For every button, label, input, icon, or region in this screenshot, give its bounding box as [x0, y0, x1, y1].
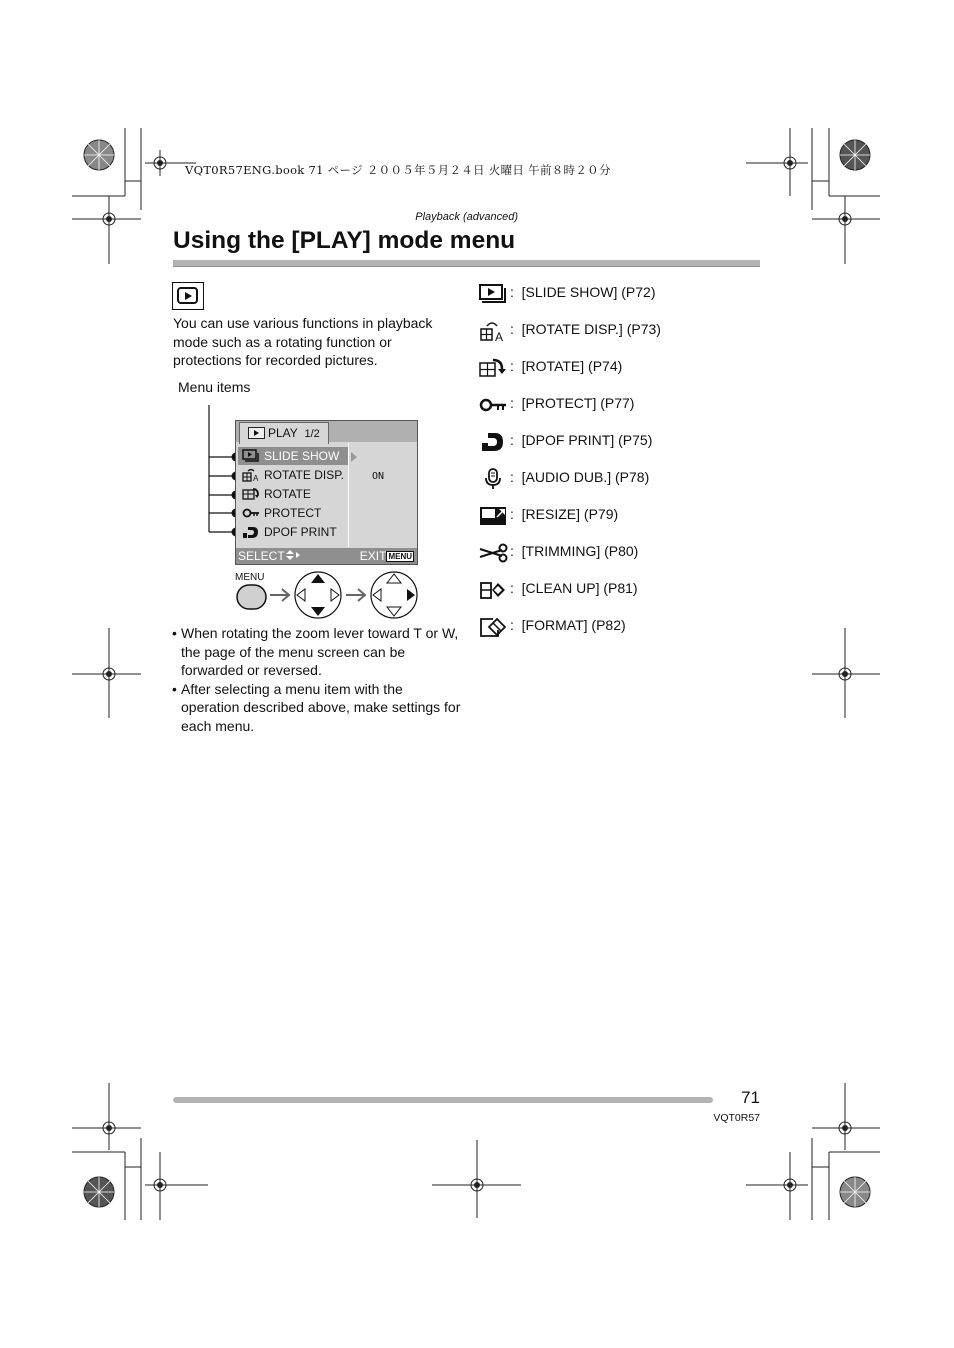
- updown-right-arrows-icon: [285, 549, 301, 561]
- lcd-tab-label: PLAY: [268, 426, 298, 440]
- playback-mode-icon: [172, 282, 204, 310]
- function-item: [478, 615, 758, 639]
- cursor-pad-updown-icon: [295, 572, 341, 618]
- svg-text:A: A: [253, 474, 259, 482]
- rotate-disp-icon: [478, 320, 508, 342]
- menu-button-label: MENU: [235, 572, 265, 583]
- function-label: [SLIDE SHOW] (P72): [521, 284, 656, 300]
- menu-badge: MENU: [388, 552, 412, 561]
- rotate-icon: [242, 487, 260, 501]
- function-item: [478, 282, 758, 306]
- function-item: [478, 319, 758, 343]
- page-number: 71: [741, 1088, 760, 1107]
- slide-show-icon: [242, 449, 260, 463]
- function-item: [478, 467, 758, 491]
- lcd-item-label: PROTECT: [264, 506, 322, 520]
- lcd-page-indicator: 1/2: [304, 428, 320, 440]
- separator: :: [510, 543, 514, 559]
- footer-rule: [173, 1097, 713, 1103]
- lcd-item-label: ROTATE: [264, 487, 311, 501]
- lcd-item-label: DPOF PRINT: [264, 525, 337, 539]
- cursor-pad-right-icon: [371, 572, 417, 618]
- lcd-item-slide-show[interactable]: [238, 447, 348, 465]
- lcd-exit-label: EXIT: [359, 549, 387, 563]
- separator: :: [510, 617, 514, 633]
- arrow-right-icon: [270, 589, 289, 601]
- function-label: [CLEAN UP] (P81): [521, 580, 638, 596]
- lcd-divider: [348, 443, 349, 547]
- function-label: [FORMAT] (P82): [521, 617, 626, 633]
- resize-icon: [478, 505, 508, 527]
- function-item: [478, 430, 758, 454]
- rotate-icon: [478, 357, 508, 379]
- separator: :: [510, 506, 514, 522]
- function-item: [478, 541, 758, 565]
- lcd-item-rotate[interactable]: [238, 485, 348, 503]
- dpof-print-icon: [242, 525, 260, 539]
- menu-button-icon: [237, 585, 266, 609]
- lcd-item-protect[interactable]: [238, 504, 348, 522]
- print-header: VQT0R57ENG.book 71 ページ ２００５年５月２４日 火曜日 午前８時２０分: [185, 163, 611, 177]
- separator: :: [510, 395, 514, 411]
- slide-show-icon: [478, 283, 508, 305]
- function-label: [ROTATE] (P74): [521, 358, 623, 374]
- function-label: [AUDIO DUB.] (P78): [521, 469, 650, 485]
- lcd-menu-screen: [235, 420, 418, 565]
- page-title: Using the [PLAY] mode menu: [173, 227, 516, 254]
- scissors-icon: [478, 542, 508, 564]
- lcd-item-dpof-print[interactable]: [238, 523, 348, 541]
- arrow-right-icon: [346, 589, 365, 601]
- separator: :: [510, 469, 514, 485]
- protect-key-icon: [242, 506, 260, 520]
- eraser-clean-up-icon: [478, 579, 508, 601]
- function-item: [478, 578, 758, 602]
- function-label: [RESIZE] (P79): [521, 506, 619, 522]
- lcd-item-label: ROTATE DISP.: [264, 468, 345, 482]
- dpof-print-icon: [478, 431, 508, 453]
- play-icon: [248, 427, 265, 439]
- separator: :: [510, 432, 514, 448]
- function-item: [478, 356, 758, 380]
- separator: :: [510, 284, 514, 300]
- function-label: [TRIMMING] (P80): [521, 543, 639, 559]
- function-item: [478, 504, 758, 528]
- protect-key-icon: [478, 394, 508, 416]
- bullet-item: • After selecting a menu item with the operation described above, make settings for each menu.: [172, 680, 462, 736]
- lcd-play-tab[interactable]: [239, 422, 329, 444]
- function-item: [478, 393, 758, 417]
- separator: :: [510, 580, 514, 596]
- microphone-icon: [478, 468, 508, 490]
- lcd-footer: [236, 548, 417, 564]
- button-operation-diagram: [234, 570, 424, 622]
- lcd-select-label: SELECT: [238, 549, 285, 563]
- rotate-disp-icon: [242, 468, 260, 482]
- intro-paragraph: You can use various functions in playback mode such as a rotating function or protections for recorded pictures.: [173, 315, 433, 368]
- section-label: Playback (advanced): [415, 211, 518, 223]
- bullet-item: • When rotating the zoom lever toward T or W, the page of the menu screen can be forwarded or reversed.: [172, 624, 462, 680]
- title-underline: [173, 260, 760, 267]
- separator: :: [510, 321, 514, 337]
- svg-text:A: A: [495, 330, 504, 342]
- lcd-setting-value: ON: [372, 471, 385, 482]
- format-icon: [478, 616, 508, 638]
- instruction-bullets: [172, 624, 462, 735]
- separator: :: [510, 358, 514, 374]
- document-code: VQT0R57: [713, 1112, 760, 1124]
- submenu-arrow-icon: [350, 451, 358, 463]
- menu-items-label: Menu items: [178, 379, 251, 395]
- function-label: [ROTATE DISP.] (P73): [521, 321, 661, 337]
- function-label: [PROTECT] (P77): [521, 395, 635, 411]
- lcd-menu-list: [236, 447, 348, 547]
- lcd-item-label: SLIDE SHOW: [264, 449, 340, 463]
- lcd-item-rotate-disp[interactable]: [238, 466, 348, 484]
- function-label: [DPOF PRINT] (P75): [521, 432, 653, 448]
